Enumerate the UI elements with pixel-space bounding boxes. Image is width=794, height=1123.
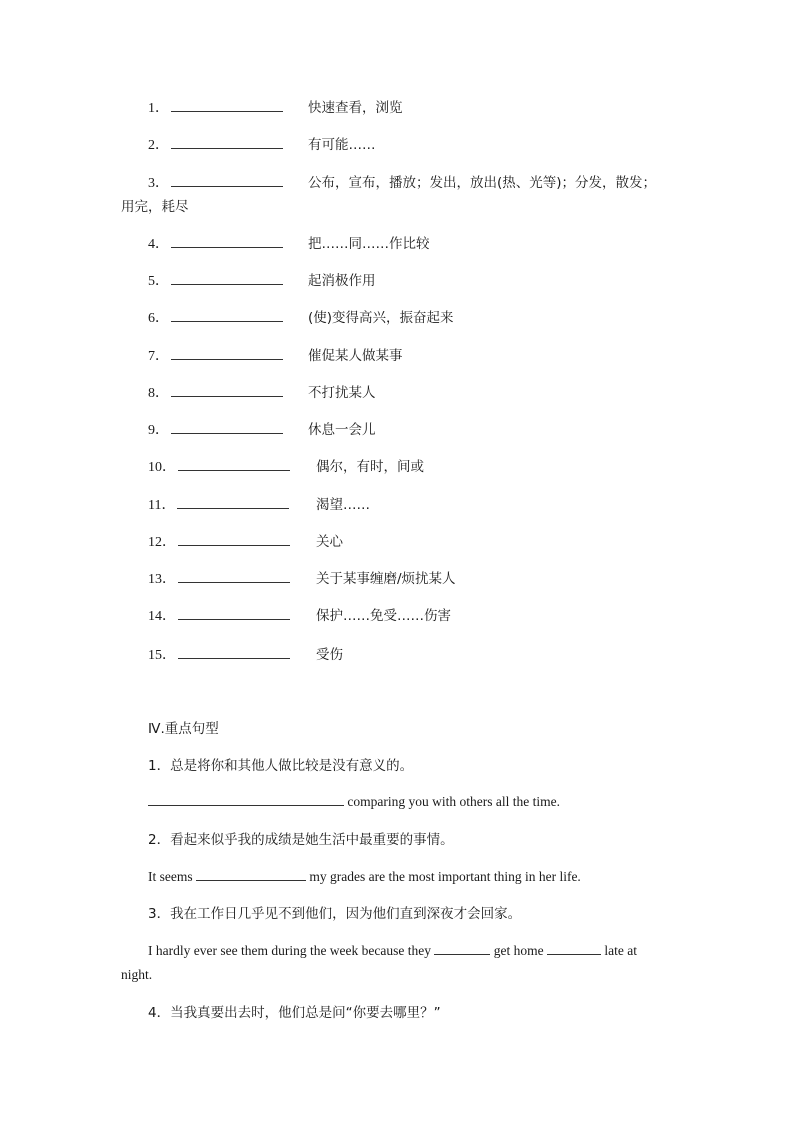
item-meaning: 快速查看，浏览 bbox=[308, 100, 403, 116]
vocab-item-8 bbox=[148, 382, 376, 404]
answer-blank[interactable] bbox=[171, 270, 283, 285]
answer-blank[interactable] bbox=[196, 867, 306, 881]
item-meaning: 公布，宣布，播放；发出，放出(热、光等)；分发，散发； bbox=[308, 175, 657, 191]
item-number: 4． bbox=[148, 237, 169, 252]
answer-blank[interactable] bbox=[171, 172, 283, 187]
vocab-item-5 bbox=[148, 270, 376, 292]
vocab-item-12 bbox=[148, 531, 343, 553]
item-meaning: 催促某人做某事 bbox=[308, 348, 403, 364]
answer-blank[interactable] bbox=[171, 419, 283, 434]
item-meaning: 把……同……作比较 bbox=[308, 236, 430, 252]
sentence-text: comparing you with others all the time. bbox=[347, 794, 560, 809]
item-number: 11． bbox=[148, 498, 176, 513]
answer-blank[interactable] bbox=[171, 134, 283, 149]
sentence-4-chinese: 4．当我真要出去时，他们总是问“你要去哪里？” bbox=[148, 1005, 441, 1021]
item-number: 13． bbox=[148, 572, 176, 587]
item-number: 6． bbox=[148, 311, 169, 326]
vocab-item-13 bbox=[148, 568, 456, 590]
item-number: 8． bbox=[148, 386, 169, 401]
item-meaning: 关于某事缠磨/烦扰某人 bbox=[316, 571, 456, 587]
answer-blank[interactable] bbox=[178, 605, 290, 620]
item-number: 15． bbox=[148, 648, 176, 663]
vocab-item-3 bbox=[148, 172, 657, 194]
vocab-item-9 bbox=[148, 419, 376, 441]
sentence-text: I hardly ever see them during the week because they bbox=[148, 943, 432, 958]
answer-blank[interactable] bbox=[178, 531, 290, 546]
item-number: 14． bbox=[148, 609, 176, 624]
answer-blank[interactable] bbox=[178, 456, 290, 471]
item-number: 5． bbox=[148, 274, 169, 289]
sentence-text: late at bbox=[604, 943, 637, 958]
answer-blank[interactable] bbox=[171, 307, 283, 322]
answer-blank[interactable] bbox=[171, 382, 283, 397]
section-heading: Ⅳ.重点句型 bbox=[148, 721, 219, 737]
answer-blank[interactable] bbox=[171, 97, 283, 112]
item-meaning: 起消极作用 bbox=[308, 273, 376, 289]
item-meaning: 休息一会儿 bbox=[308, 422, 376, 438]
answer-blank[interactable] bbox=[148, 792, 344, 806]
answer-blank[interactable] bbox=[434, 941, 490, 955]
sentence-text: It seems bbox=[148, 869, 193, 884]
answer-blank[interactable] bbox=[171, 345, 283, 360]
sentence-3-english bbox=[148, 940, 637, 962]
answer-blank[interactable] bbox=[178, 568, 290, 583]
sentence-3-chinese: 3．我在工作日几乎见不到他们，因为他们直到深夜才会回家。 bbox=[148, 906, 522, 922]
answer-blank[interactable] bbox=[177, 494, 289, 509]
vocab-item-15 bbox=[148, 644, 343, 666]
sentence-text: get home bbox=[493, 943, 544, 958]
sentence-2-chinese: 2．看起来似乎我的成绩是她生活中最重要的事情。 bbox=[148, 832, 454, 848]
item-meaning: 不打扰某人 bbox=[308, 385, 376, 401]
sentence-text: my grades are the most important thing in her life. bbox=[309, 869, 581, 884]
item-meaning: 有可能…… bbox=[308, 137, 376, 153]
vocab-item-1 bbox=[148, 97, 403, 119]
sentence-1-chinese: 1．总是将你和其他人做比较是没有意义的。 bbox=[148, 758, 414, 774]
answer-blank[interactable] bbox=[171, 233, 283, 248]
vocab-item-11 bbox=[148, 494, 370, 516]
sentence-3-english-continuation: night. bbox=[121, 967, 153, 982]
item-number: 12． bbox=[148, 535, 176, 550]
vocab-item-2 bbox=[148, 134, 376, 156]
vocab-item-7 bbox=[148, 345, 403, 367]
answer-blank[interactable] bbox=[178, 644, 290, 659]
item-meaning: 关心 bbox=[316, 534, 343, 550]
item-meaning: 受伤 bbox=[316, 647, 343, 663]
item-number: 9． bbox=[148, 423, 169, 438]
vocab-item-6 bbox=[148, 307, 454, 329]
vocab-item-10 bbox=[148, 456, 424, 478]
item-number: 1． bbox=[148, 101, 169, 116]
item-meaning-continuation: 用完，耗尽 bbox=[121, 199, 189, 215]
item-number: 7． bbox=[148, 349, 169, 364]
answer-blank[interactable] bbox=[547, 941, 601, 955]
sentence-2-english bbox=[148, 866, 581, 888]
vocab-item-4 bbox=[148, 233, 430, 255]
item-meaning: 保护……免受……伤害 bbox=[316, 608, 451, 624]
item-meaning: 偶尔，有时，间或 bbox=[316, 459, 424, 475]
vocab-item-14 bbox=[148, 605, 451, 627]
item-meaning: (使)变得高兴，振奋起来 bbox=[308, 310, 454, 326]
item-number: 3． bbox=[148, 176, 169, 191]
item-number: 10． bbox=[148, 460, 176, 475]
item-number: 2． bbox=[148, 138, 169, 153]
item-meaning: 渴望…… bbox=[316, 497, 370, 513]
sentence-1-english bbox=[148, 791, 560, 813]
